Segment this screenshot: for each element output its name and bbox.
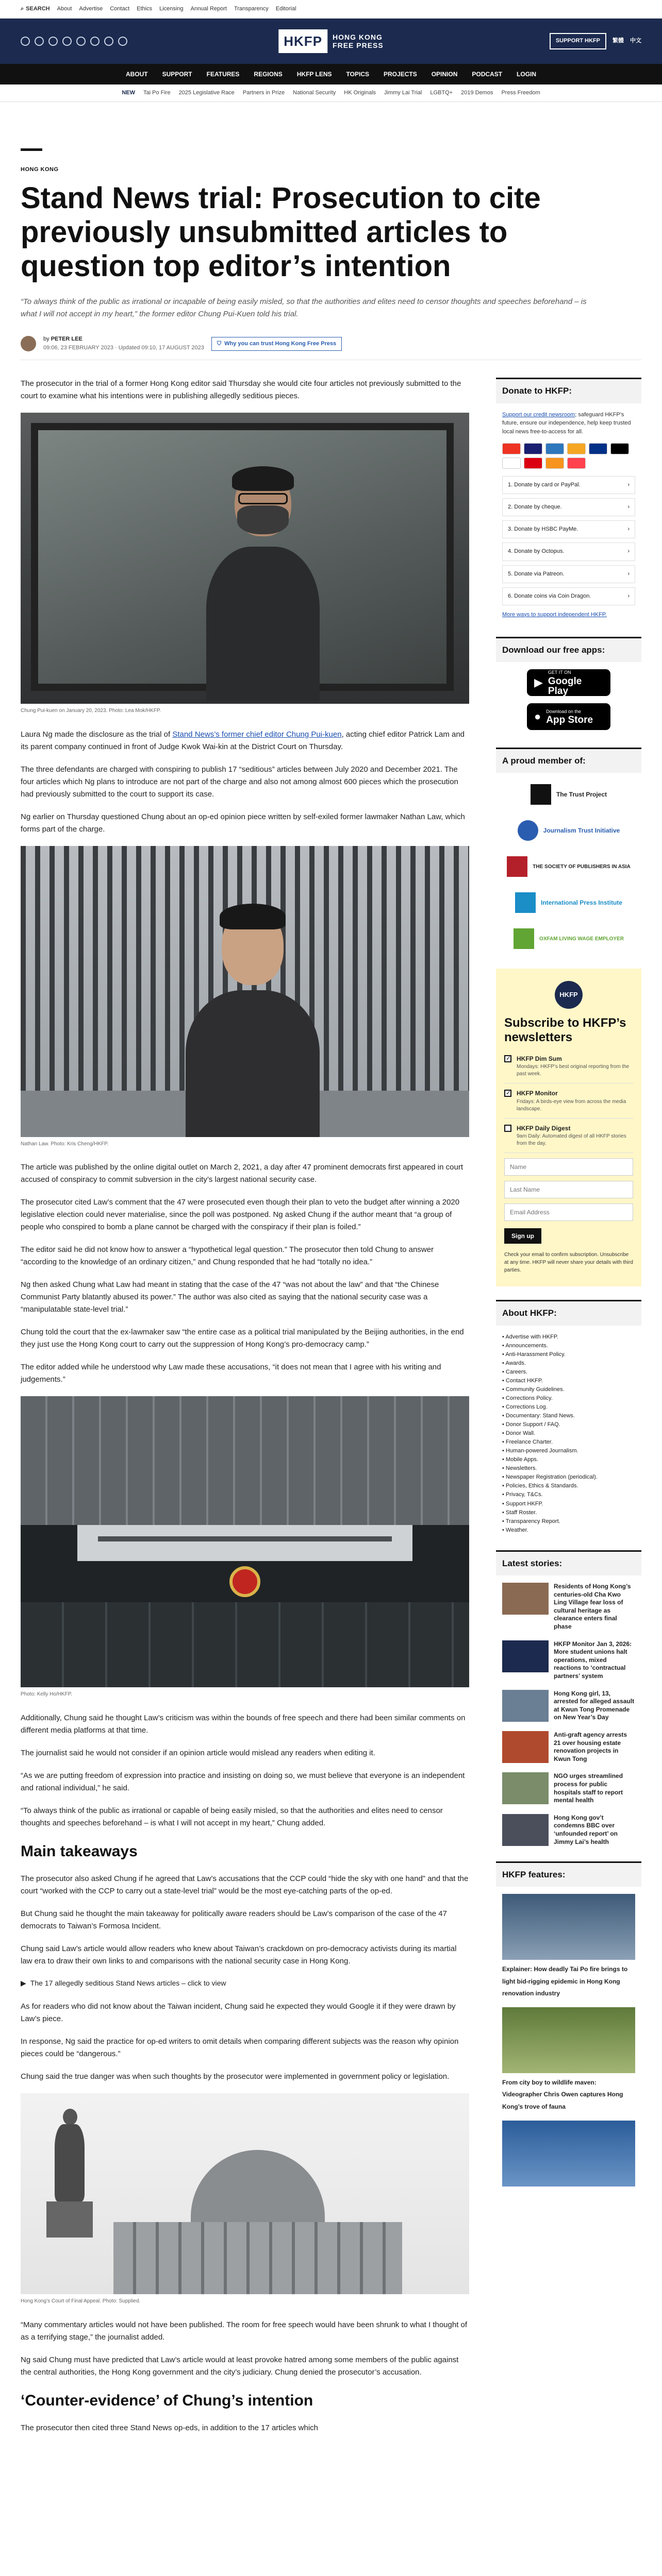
donate-option[interactable] (502, 565, 635, 583)
photo-chung-pui-kuen (21, 413, 469, 704)
story-title: Residents of Hong Kong’s centuries-old Cha Kwo Ling Village fear loss of cultural heritage as clearance enters final phase (554, 1583, 631, 1631)
story-thumbnail (502, 1583, 549, 1615)
social-links (21, 37, 127, 46)
paragraph: “Many commentary articles would not have been published. The room for free speech would have been shrunk to what I thought of as a terrifying stage,” the journalist added. (21, 2320, 468, 2342)
newsletter-name: HKFP Monitor (517, 1090, 558, 1097)
person-mask (237, 505, 289, 534)
apple-icon: ● (534, 709, 541, 723)
newsletter-checkbox[interactable] (504, 1125, 511, 1132)
latest-story[interactable] (502, 1583, 635, 1631)
about-link[interactable]: • Corrections Log. (502, 1403, 635, 1412)
trending-item[interactable]: 2019 Demos (461, 89, 493, 96)
newsletter-name: HKFP Daily Digest (517, 1124, 571, 1132)
paragraph: The prosecutor then cited three Stand News op-eds, in addition to the 17 articles which (21, 2424, 318, 2433)
story-thumbnail (502, 1690, 549, 1722)
about-link[interactable]: • Privacy, T&Cs. (502, 1490, 635, 1499)
about-links (502, 1333, 635, 1535)
paragraph: Additionally, Chung said he thought Law’s criticism was within the bounds of free speech and there had been similar comments on different media platforms at that time. (21, 1713, 466, 1735)
discover-icon (567, 443, 586, 454)
paragraph: Chung said the true danger was when such thoughts by the prosecutor were implemented in government policy or legislation. (21, 2072, 450, 2081)
person-glasses (238, 493, 288, 504)
article-category[interactable]: HONG KONG (21, 166, 59, 173)
sign-up-button[interactable]: Sign up (504, 1228, 541, 1244)
photo-caption: Photo: Kelly Ho/HKFP. (21, 1691, 72, 1698)
article-layout (0, 360, 662, 2445)
about-link[interactable]: • Donor Wall. (502, 1429, 635, 1438)
trust-project-logo-icon (531, 784, 551, 805)
statue-head (63, 2109, 77, 2125)
lang-traditional-link[interactable]: 繁體 (613, 38, 624, 44)
google-play-button[interactable] (527, 669, 610, 696)
newsletter-note: Check your email to confirm subscription. Unsubscribe at any time. HKFP will never share your details with third parties. (504, 1252, 633, 1274)
feature-title: From city boy to wildlife maven: Videographer Chris Owen captures Hong Kong’s trove of fauna (502, 2079, 623, 2110)
member-sopa[interactable] (502, 852, 635, 881)
store-text (546, 708, 593, 725)
paragraph: The article was published by the online digital outlet on March 2, 2021, a day after 47 prominent democrats first appeared in court accused of conspiracy to commit subversion in the city’s largest national security case. (21, 1163, 463, 1184)
paragraph: Chung told the court that the ex-lawmaker saw “the entire case as a political trial manipulated by the Beijing authorities, in the end they just use the Hong Kong court to carry out the suppression of Hong Kong’s pro-democracy camp.” (21, 1328, 464, 1349)
story-thumbnail (502, 1772, 549, 1804)
nav-opinion[interactable]: OPINION (431, 70, 458, 78)
utility-link-contact[interactable]: Contact (110, 5, 130, 12)
byline-prefix: by (43, 336, 49, 343)
trending-new-badge: NEW (122, 89, 135, 96)
newsletter-desc: Mondays: HKFP’s best original reporting from the past week. (517, 1064, 630, 1077)
newsletter-option[interactable] (504, 1083, 633, 1118)
mastercard-icon (502, 443, 521, 454)
instagram-icon[interactable] (48, 37, 58, 46)
member-jti[interactable] (502, 816, 635, 845)
logo-text (333, 33, 384, 49)
utility-link-editorial[interactable]: Editorial (275, 5, 296, 12)
article-header (0, 102, 662, 360)
story-thumbnail (502, 1640, 549, 1672)
building-colonnade (113, 2222, 402, 2294)
trending-item[interactable]: Partners in Prize (242, 89, 285, 96)
search-button[interactable] (21, 5, 50, 13)
trending-item[interactable]: Press Freedom (501, 89, 540, 96)
paragraph: The editor added while he understood why Law made these accusations, “it does not mean that I agree with his writing and judgements.” (21, 1363, 441, 1384)
section-heading: Main takeaways (21, 1842, 138, 1860)
chevron-right-icon: › (627, 570, 630, 577)
photo-court-of-final-appeal (21, 2093, 469, 2294)
about-link[interactable]: • Newspaper Registration (periodical). (502, 1473, 635, 1482)
logo-line-1: HONG KONG (333, 32, 383, 41)
donate-option[interactable] (502, 476, 635, 494)
amex-icon (545, 443, 564, 454)
trending-item[interactable]: National Security (293, 89, 336, 96)
store-small-text: Download on the (546, 708, 581, 714)
latest-story[interactable] (502, 1731, 635, 1763)
support-hkfp-button[interactable]: SUPPORT HKFP (550, 33, 606, 49)
trending-item[interactable]: LGBTQ+ (430, 89, 453, 96)
trending-bar (0, 84, 662, 102)
feature-title: Explainer: How deadly Tai Po fire brings to light bid-rigging epidemic in Hong Kong renovation industry (502, 1965, 628, 1997)
store-large-text: Google Play (548, 675, 582, 697)
story-title: HKFP Monitor Jan 3, 2026: More student unions halt operations, mixed reactions to ‘contractual partners’ system (554, 1640, 632, 1680)
feature-image (502, 2121, 635, 2187)
donate-option-label: 2. Donate by cheque. (508, 504, 562, 511)
member-name: Journalism Trust Initiative (543, 827, 620, 835)
about-link[interactable]: • Support HKFP. (502, 1500, 635, 1509)
story-title: Hong Kong gov’t condemns BBC over ‘unfounded report’ on Jimmy Lai’s health (554, 1814, 618, 1845)
newsletter-desc: Fridays: A birds-eye view from across the media landscape. (517, 1098, 626, 1112)
apple-pay-icon (610, 443, 629, 454)
newsletter-name: HKFP Dim Sum (517, 1055, 562, 1062)
why-trust-button[interactable] (211, 337, 342, 351)
byline (43, 335, 204, 352)
features-heading: HKFP features: (496, 1861, 641, 1887)
store-small-text: GET IT ON (548, 670, 571, 675)
donate-option-label: 5. Donate via Patreon. (508, 570, 565, 577)
paragraph: But Chung said he thought the main takeaway for politically aware readers should be Law’s comparison of the case of the 47 democrats to Taiwan’s Formosa Incident. (21, 1909, 447, 1931)
feature-story[interactable] (502, 2007, 635, 2112)
paragraph: “As we are putting freedom of expression into practice and insisting on doing so, we must believe that everyone is an independent and rational individual,” he said. (21, 1771, 465, 1792)
trending-item[interactable]: 2025 Legislative Race (178, 89, 235, 96)
about-link[interactable]: • Contact HKFP. (502, 1377, 635, 1385)
utility-link-about[interactable]: About (57, 5, 72, 12)
nav-topics[interactable]: TOPICS (346, 70, 370, 78)
visa-icon (524, 443, 542, 454)
paragraph: The three defendants are charged with conspiring to publish 17 “seditious” articles between July 2020 and December 2021. The four articles which Ng plans to introduce are not part of the charge and also not among almost 600 pieces which the prosecution had previously submitted to the court to support its case. (21, 765, 458, 799)
building-doors (21, 1602, 469, 1687)
oxfam-logo-icon (514, 928, 534, 949)
email-field[interactable] (504, 1204, 633, 1221)
threads-icon[interactable] (62, 37, 72, 46)
store-text (548, 669, 603, 696)
paragraph: Ng then asked Chung what Law had meant in stating that the case of the 47 “was not about the law” and that “the Chinese Communist Party blatantly abused its power.” The author was also cited as saying that the national security case was a “manipulatable state-level trial.” (21, 1280, 439, 1314)
donate-option-label: 1. Donate by card or PayPal. (508, 482, 581, 488)
utility-link-transparency[interactable]: Transparency (234, 5, 269, 12)
nav-regions[interactable]: REGIONS (254, 70, 283, 78)
member-trust-project[interactable] (502, 780, 635, 809)
inline-link[interactable]: Stand News’s former chief editor Chung Pui-kuen (172, 730, 342, 739)
about-link[interactable]: • Awards. (502, 1359, 635, 1368)
story-title: Anti-graft agency arrests 21 over housing estate renovation projects in Kwun Tong (554, 1731, 627, 1762)
latest-story[interactable] (502, 1814, 635, 1846)
building-facade (21, 1396, 469, 1525)
trending-item[interactable]: HK Originals (344, 89, 376, 96)
member-name: OXFAM LIVING WAGE EMPLOYER (539, 936, 624, 942)
paragraph: The prosecutor cited Law’s comment that the 47 were prosecuted even though their plan to veto the budget after winning a 2020 legislative election could never materialise, since the poll was postponed. Ng asked Chung if the author meant that “a group of people who conspired to bomb a plane cannot be charged with the conspiracy if their plan is foiled.” (21, 1198, 460, 1232)
latest-story[interactable] (502, 1772, 635, 1804)
shield-icon: ⛉ (217, 340, 222, 347)
photo-caption: Hong Kong’s Court of Final Appeal. Photo: Supplied. (21, 2298, 141, 2304)
nav-hkfp-lens[interactable]: HKFP LENS (296, 70, 332, 78)
newsletter-badge: HKFP (555, 981, 583, 1009)
section-heading: ‘Counter-evidence’ of Chung’s intention (21, 2392, 313, 2409)
payme-icon (524, 457, 542, 469)
first-name-field[interactable] (504, 1158, 633, 1176)
newsletter-desc: 9am Daily: Automated digest of all HKFP stories from the day. (517, 1133, 626, 1147)
seditious-articles-toggle[interactable] (21, 1978, 469, 1989)
donate-option[interactable] (502, 587, 635, 605)
logo-box: HKFP (278, 29, 327, 53)
story-title: Hong Kong girl, 13, arrested for alleged assault at Kwun Tong Promenade on New Year’s Day (554, 1689, 635, 1721)
sopa-logo-icon (507, 856, 527, 877)
about-link[interactable]: • Mobile Apps. (502, 1455, 635, 1464)
statue (52, 2109, 88, 2238)
trending-item[interactable]: Tai Po Fire (143, 89, 171, 96)
about-link[interactable]: • Freelance Charter. (502, 1438, 635, 1447)
logo-line-2: FREE PRESS (333, 41, 384, 49)
about-link[interactable]: • Weather. (502, 1526, 635, 1535)
paragraph: Ng said Chung must have predicted that Law’s article would at least provoke hatred among some members of the public against the central authorities, the Hong Kong government and the city’s judiciary. Chung denied the prosecutor’s accusation. (21, 2355, 459, 2377)
about-link[interactable]: • Documentary: Stand News. (502, 1412, 635, 1420)
patreon-icon (567, 457, 586, 469)
feature-image (502, 2007, 635, 2073)
person-hair (232, 466, 294, 491)
triangle-right-icon: ▶ (21, 1979, 26, 1988)
newsletter-option-text (517, 1054, 633, 1078)
about-link[interactable]: • Community Guidelines. (502, 1385, 635, 1394)
about-link[interactable]: • Transparency Report. (502, 1517, 635, 1526)
header-rule (21, 148, 42, 151)
member-name: THE SOCIETY OF PUBLISHERS IN ASIA (533, 863, 631, 870)
utility-links (57, 5, 296, 13)
donate-option-label: 4. Donate by Octopus. (508, 548, 565, 555)
member-name: The Trust Project (556, 791, 607, 799)
about-link[interactable]: • Corrections Policy. (502, 1394, 635, 1403)
feature-story[interactable] (502, 2121, 635, 2187)
latest-story[interactable] (502, 1690, 635, 1722)
paragraph: The prosecutor also asked Chung if he agreed that Law’s accusations that the CCP could “hide the sky with one hand” and that the court “worked with the CCP to carry out a state-level trial” would be the most eye-catching parts of the op-ed. (21, 1874, 469, 1896)
header-actions (550, 33, 641, 49)
donate-option[interactable] (502, 498, 635, 516)
ipi-logo-icon (515, 892, 536, 913)
chevron-right-icon: › (627, 592, 630, 599)
twitter-icon[interactable] (21, 37, 30, 46)
nav-podcast[interactable]: PODCAST (472, 70, 503, 78)
donate-intro-text: ; safeguard HKFP’s future, ensure our independence, help keep trusted local news free-to-access for all. (502, 411, 631, 435)
chevron-right-icon: › (627, 526, 630, 533)
main-navigation (0, 64, 662, 84)
site-logo[interactable] (278, 29, 383, 53)
member-name: International Press Institute (540, 899, 623, 907)
paragraph-text: , acting chief editor Patrick Lam and its parent company continued in front of Judge Kwok Wai-kin at the District Court on Thursday. (21, 730, 465, 751)
about-link[interactable]: • Advertise with HKFP. (502, 1333, 635, 1342)
sidebar (496, 378, 641, 2445)
paragraph: In response, Ng said the practice for op-ed writers to omit details when comparing different subjects was the reason why opinion pieces could be “dangerous.” (21, 2037, 459, 2059)
search-label: SEARCH (26, 5, 50, 12)
author-avatar (21, 336, 36, 351)
article-body (21, 378, 469, 2445)
chevron-right-icon: › (627, 548, 630, 555)
person-hair (220, 904, 286, 929)
donate-option-label: 6. Donate coins via Coin Dragon. (508, 592, 591, 599)
paragraph-text: Laura Ng made the disclosure as the trial of (21, 730, 173, 739)
utility-link-ethics[interactable]: Ethics (137, 5, 153, 12)
search-icon: ⌕ (21, 5, 24, 12)
building-dome (191, 2150, 325, 2227)
latest-heading: Latest stories: (496, 1550, 641, 1575)
more-ways-link[interactable]: More ways to support independent HKFP. (502, 611, 607, 618)
member-ipi[interactable] (502, 888, 635, 917)
newsletter-option[interactable] (504, 1118, 633, 1154)
newsletter-option-text (517, 1089, 633, 1113)
feature-image (502, 1894, 635, 1960)
paragraph: Chung said Law’s article would allow readers who knew about Taiwan’s crackdown on pro-democracy activists during its martial law era to draw their own links to and comparisons with the national security case in Hong Kong. (21, 1944, 457, 1966)
newsletter-option[interactable] (504, 1049, 633, 1084)
photo-nathan-law (21, 846, 469, 1137)
octopus-icon (545, 457, 564, 469)
rss-icon[interactable] (104, 37, 113, 46)
photo-caption: Nathan Law. Photo: Kris Cheng/HKFP. (21, 1141, 109, 1147)
about-link[interactable]: • Policies, Ethics & Standards. (502, 1482, 635, 1490)
newsletter-title: Subscribe to HKFP’s newsletters (504, 1016, 626, 1044)
nav-features[interactable]: FEATURES (206, 70, 240, 78)
member-heading: A proud member of: (496, 748, 641, 773)
story-thumbnail (502, 1814, 549, 1846)
utility-link-licensing[interactable]: Licensing (159, 5, 184, 12)
trending-item[interactable]: Jimmy Lai Trial (384, 89, 422, 96)
statue-body (55, 2124, 85, 2201)
last-name-field[interactable] (504, 1181, 633, 1198)
chevron-right-icon: › (627, 482, 630, 488)
utility-link-advertise[interactable]: Advertise (79, 5, 103, 12)
facebook-icon[interactable] (35, 37, 44, 46)
chevron-right-icon: › (627, 504, 630, 511)
lang-chinese-link[interactable]: 中文 (630, 38, 641, 44)
donate-option[interactable] (502, 543, 635, 561)
paragraph: “To always think of the public as irrational or capable of being easily misled, so that the authorities and elites need to censor thoughts and speeches beforehand – is what I will not accept in my heart,” Chung added. (21, 1806, 443, 1827)
jti-logo-icon (518, 820, 538, 841)
nav-login[interactable]: LOGIN (517, 70, 537, 78)
mastodon-icon[interactable] (90, 37, 100, 46)
donate-heading: Donate to HKFP: (496, 378, 641, 403)
about-link[interactable]: • Staff Roster. (502, 1509, 635, 1517)
youtube-icon[interactable] (76, 37, 86, 46)
article-standfirst: “To always think of the public as irrational or incapable of being easily misled, so that the authorities and elites need to censor thoughts and speeches beforehand – is what I will not accept in my heart,” the former editor Chung Pui-Kuen told his trial. (21, 297, 587, 319)
paragraph: As for readers who did not know about the Taiwan incident, Chung said he expected they would Google it if they were drawn by Law’s piece. (21, 2002, 456, 2024)
statue-base (46, 2201, 93, 2238)
about-heading: About HKFP: (496, 1300, 641, 1325)
author-name[interactable]: PETER LEE (51, 336, 82, 343)
person-body (186, 990, 320, 1137)
app-store-button[interactable] (527, 703, 610, 730)
about-link[interactable]: • Careers. (502, 1368, 635, 1377)
article-date: 09:06, 23 FEBRUARY 2023 · Updated 09:10, 17 AUGUST 2023 (43, 345, 204, 351)
story-thumbnail (502, 1731, 549, 1763)
utility-bar (0, 0, 662, 19)
person-body (206, 547, 320, 701)
newsletter-checkbox[interactable] (504, 1090, 511, 1097)
newsletter-checkbox[interactable] (504, 1055, 511, 1062)
about-link[interactable]: • Human-powered Journalism. (502, 1447, 635, 1455)
newsletter-box (496, 969, 641, 1286)
photo-court-building (21, 1396, 469, 1687)
store-large-text: App Store (546, 715, 593, 726)
about-link[interactable]: • Anti-Harassment Policy. (502, 1350, 635, 1359)
toggle-label: The 17 allegedly seditious Stand News articles – click to view (30, 1979, 226, 1988)
member-oxfam[interactable] (502, 924, 635, 953)
paypal-icon (589, 443, 607, 454)
paragraph: The prosecutor in the trial of a former Hong Kong editor said Thursday she would cite four articles not previously submitted to the court to examine what his intentions were in publishing allegedly seditious pieces. (21, 379, 461, 401)
google-pay-icon (502, 457, 521, 469)
donate-option-label: 3. Donate by HSBC PayMe. (508, 526, 578, 533)
utility-link-annual-report[interactable]: Annual Report (190, 5, 227, 12)
building-sign (77, 1525, 412, 1561)
article-title: Stand News trial: Prosecution to cite previously unsubmitted articles to question top editor’s intention (21, 181, 541, 283)
donate-intro-link[interactable]: Support our credit newsroom (502, 411, 575, 418)
about-link[interactable]: • Donor Support / FAQ. (502, 1420, 635, 1429)
nav-support[interactable]: SUPPORT (162, 70, 192, 78)
person-figure (206, 469, 320, 696)
nav-about[interactable]: ABOUT (125, 70, 148, 78)
emblem (229, 1566, 260, 1597)
person-figure (186, 908, 320, 1134)
paragraph (21, 728, 469, 753)
google-play-icon: ▶ (534, 675, 543, 689)
paragraph: The editor said he did not know how to answer a “hypothetical legal question.” The prosecutor then told Chung to answer “according to the knowledge of an ordinary citizen,” and Chung responded that he had “totally no idea.” (21, 1245, 434, 1267)
payment-methods (502, 443, 635, 469)
donate-intro (502, 411, 635, 436)
apps-heading: Download our free apps: (496, 637, 641, 662)
about-link[interactable]: • Announcements. (502, 1342, 635, 1350)
paragraph: The journalist said he would not consider if an opinion article would mislead any readers when editing it. (21, 1748, 375, 1757)
about-link[interactable]: • Newsletters. (502, 1464, 635, 1473)
site-header (0, 19, 662, 64)
why-trust-label: Why you can trust Hong Kong Free Press (224, 340, 337, 347)
story-title: NGO urges streamlined process for public hospitals staff to report mental health (554, 1772, 623, 1804)
donate-option[interactable] (502, 520, 635, 538)
latest-story[interactable] (502, 1640, 635, 1681)
photo-caption: Chung Pui-kuen on January 20, 2023. Photo: Lea Mok/HKFP. (21, 708, 161, 714)
paragraph: Ng earlier on Thursday questioned Chung about an op-ed opinion piece written by self-exiled former lawmaker Nathan Law, which forms part of the charge. (21, 812, 465, 834)
email-icon[interactable] (118, 37, 127, 46)
newsletter-option-text (517, 1124, 633, 1148)
nav-projects[interactable]: PROJECTS (384, 70, 417, 78)
feature-story[interactable] (502, 1894, 635, 1999)
byline-row (21, 335, 641, 352)
